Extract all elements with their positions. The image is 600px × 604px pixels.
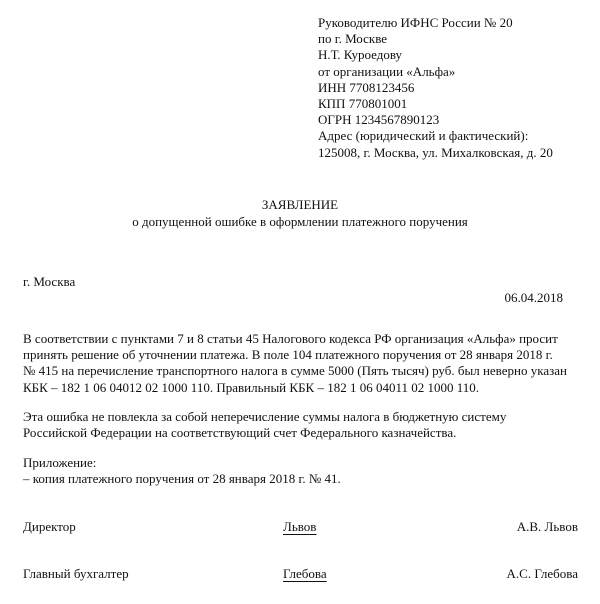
- signature-director: Львов: [283, 519, 317, 534]
- addressee-block: [318, 15, 553, 161]
- addressee-line: 125008, г. Москва, ул. Михалковская, д. 20: [318, 144, 553, 160]
- addressee-line: ОГРН 1234567890123: [318, 112, 440, 128]
- addressee-line: Н.Т. Куроедову: [318, 47, 403, 63]
- document-title: ЗАЯВЛЕНИЕ: [261, 197, 339, 212]
- body-line: Российской Федерации на соответствующий счет Федерального казначейства.: [23, 425, 457, 441]
- document-subtitle: о допущенной ошибке в оформлении платежного поручения: [132, 214, 468, 229]
- body-line: принять решение об уточнении платежа. В поле 104 платежного поручения от 28 января 2018 г.: [23, 347, 553, 363]
- body-line: № 415 на перечисление транспортного налога в сумме 5000 (Пять тысяч) руб. был неверно указан: [23, 363, 567, 379]
- addressee-line: по г. Москве: [318, 31, 388, 47]
- signature-name-accountant: А.С. Глебова: [506, 566, 578, 581]
- addressee-line: КПП 770801001: [318, 96, 408, 112]
- attachment-item: – копия платежного поручения от 28 января 2018 г. № 41.: [23, 471, 341, 487]
- signature-name-director: А.В. Львов: [516, 519, 578, 534]
- body-line: Эта ошибка не повлекла за собой неперечисление суммы налога в бюджетную систему: [23, 409, 507, 424]
- attachment-block: [23, 455, 579, 487]
- body-paragraph-2: [23, 409, 579, 441]
- body-line: В соответствии с пунктами 7 и 8 статьи 45 Налогового кодекса РФ организация «Альфа» просит: [23, 331, 558, 346]
- signature-accountant: Глебова: [283, 566, 327, 581]
- addressee-line: ИНН 7708123456: [318, 79, 415, 95]
- place: г. Москва: [23, 274, 76, 289]
- body-line: КБК – 182 1 06 04012 02 1000 110. Правильный КБК – 182 1 06 04011 02 1000 110.: [23, 379, 479, 395]
- signature-position-accountant: Главный бухгалтер: [23, 566, 129, 581]
- body-paragraph-1: [23, 331, 579, 396]
- addressee-line: Адрес (юридический и фактический):: [318, 128, 529, 144]
- signature-position-director: Директор: [23, 519, 76, 534]
- addressee-line: Руководителю ИФНС России № 20: [318, 15, 513, 30]
- attachment-label: Приложение:: [23, 455, 97, 470]
- addressee-line: от организации «Альфа»: [318, 63, 456, 79]
- date: 06.04.2018: [504, 290, 563, 305]
